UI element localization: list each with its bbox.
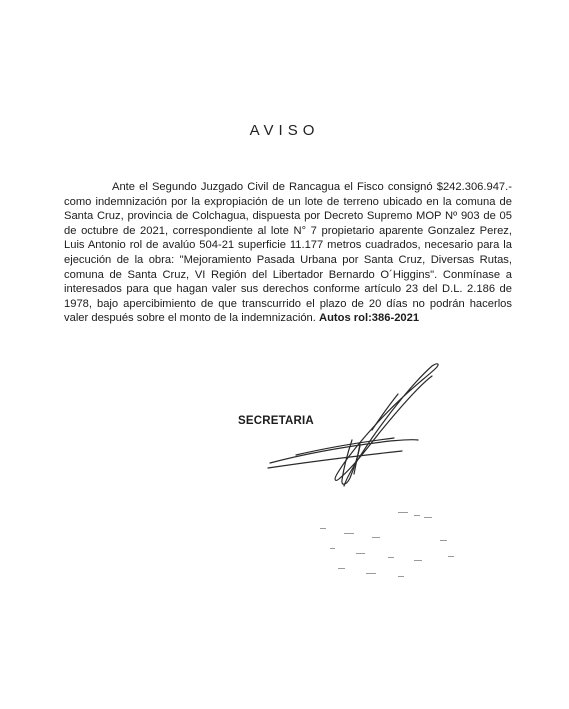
notice-title: AVISO <box>249 122 320 139</box>
notice-body-main: Ante el Segundo Juzgado Civil de Rancagua el Fisco consignó $242.306.947.- como indemnización por la expropiación de un lote de terreno ubicado en la comuna de Santa Cruz, provincia de Colchagua, dispuesta por Decreto Supremo MOP Nº 903 de 05 de octubre de 2021, correspondiente al lote N° 7 propietario aparente Gonzalez Perez, Luis Antonio rol de avalúo 504-21 superficie 11.177 metros cuadrados, necesario para la ejecución de la obra: "Mejoramiento Pasada Urbana por Santa Cruz, Diversas Rutas, comuna de Santa Cruz, VI Región del Libertador Bernardo O´Higgins". Conmínase a interesados para que hagan valer sus derechos conforme artículo 23 del D.L. 2.186 de 1978, bajo apercibimiento de que transcurrido el plazo de 20 días no podrán hacerlos valer después sobre el monto de la indemnización. <box>64 181 512 325</box>
case-reference: Autos rol:386-2021 <box>318 312 420 325</box>
signatory-label: SECRETARIA <box>238 415 314 427</box>
